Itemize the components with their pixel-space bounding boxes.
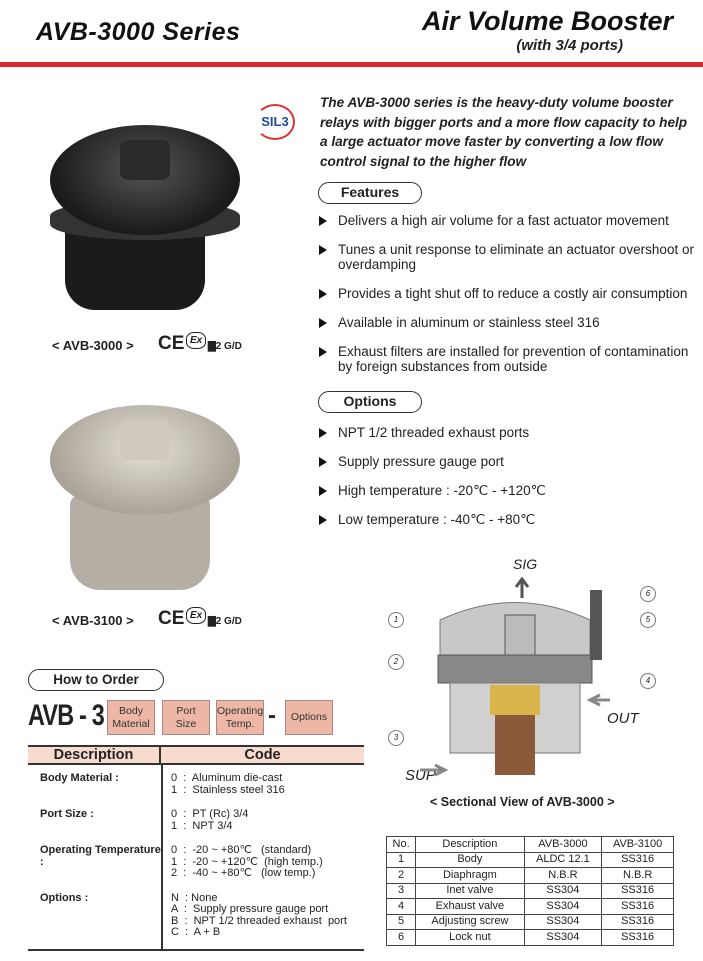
sectional-view-diagram	[410, 575, 620, 780]
parts-header-row	[387, 837, 674, 853]
parts-cell: SS316	[602, 930, 674, 946]
row-codes: N : None A : Supply pressure gauge port B : NPT 1/2 threaded exhaust port C : A + B	[171, 891, 347, 938]
option-item: Low temperature : -40℃ - +80℃	[318, 512, 698, 527]
header-description: Description	[28, 747, 161, 763]
parts-cell: Lock nut	[416, 930, 524, 946]
avb-3000-product-image	[45, 105, 245, 315]
feature-item: Provides a tight shut off to reduce a costly air consumption	[318, 286, 698, 301]
parts-cell: 2	[387, 868, 416, 884]
feature-item: Available in aluminum or stainless steel 316	[318, 315, 698, 330]
parts-cell: SS304	[524, 883, 602, 899]
callout-2: 2	[388, 654, 404, 670]
row-codes: 0 : PT (Rc) 3/4 1 : NPT 3/4	[171, 808, 249, 832]
ex-mark: Ex	[186, 332, 206, 349]
option-item: Supply pressure gauge port	[318, 454, 698, 469]
parts-cell: 6	[387, 930, 416, 946]
row-codes: 0 : Aluminum die-cast 1 : Stainless steel 316	[171, 772, 285, 796]
ce-mark: CE	[158, 333, 185, 354]
options-list	[318, 425, 698, 527]
code-dash: -	[268, 702, 276, 729]
parts-row	[387, 868, 674, 884]
row-label: Options :	[40, 891, 89, 904]
parts-cell: SS304	[524, 914, 602, 930]
order-row-options	[28, 893, 364, 939]
ex-mark: Ex	[186, 607, 206, 624]
row-label: Operating Temperature :	[40, 844, 161, 868]
atex-category-text: 2 G/D	[215, 616, 242, 627]
sig-label: SIG	[513, 556, 538, 572]
features-list	[318, 213, 698, 374]
order-row-body-material	[28, 773, 364, 796]
parts-cell: 5	[387, 914, 416, 930]
parts-cell: No.	[387, 837, 416, 853]
option-item: High temperature : -20℃ - +120℃	[318, 483, 698, 498]
features-heading: Features	[318, 182, 422, 204]
code-box-body-material: Body Material	[107, 700, 155, 735]
parts-cell: AVB-3100	[602, 837, 674, 853]
row-label: Body Material :	[40, 772, 119, 784]
parts-cell: Exhaust valve	[416, 899, 524, 915]
callout-5: 5	[640, 612, 656, 628]
parts-row	[387, 899, 674, 915]
avb-3100-product-image	[45, 385, 245, 595]
parts-cell: Body	[416, 852, 524, 868]
parts-row	[387, 914, 674, 930]
parts-cell: N.B.R	[524, 868, 602, 884]
parts-cell: SS316	[602, 914, 674, 930]
parts-cell: 1	[387, 852, 416, 868]
callout-4: 4	[640, 673, 656, 689]
parts-cell: SS316	[602, 883, 674, 899]
order-code-table	[28, 745, 364, 951]
parts-cell: 4	[387, 899, 416, 915]
page-subtitle: (with 3/4 ports)	[516, 37, 623, 54]
code-box-options: Options	[285, 700, 333, 735]
sectional-caption: < Sectional View of AVB-3000 >	[430, 795, 615, 809]
parts-cell: SS304	[524, 899, 602, 915]
callout-6: 6	[640, 586, 656, 602]
ce-mark: CE	[158, 608, 185, 629]
series-title: AVB-3000 Series	[36, 18, 241, 46]
page-title: Air Volume Booster	[421, 6, 673, 36]
feature-item: Delivers a high air volume for a fast actuator movement	[318, 213, 698, 228]
avb-3100-caption: < AVB-3100 >	[52, 613, 134, 628]
avb-3000-caption: < AVB-3000 >	[52, 338, 134, 353]
callout-1: 1	[388, 612, 404, 628]
model-prefix: AVB - 3	[28, 699, 105, 732]
option-item: NPT 1/2 threaded exhaust ports	[318, 425, 698, 440]
code-box-port-size: Port Size	[162, 700, 210, 735]
row-codes: 0 : -20 ~ +80℃ (standard) 1 : -20 ~ +120℃ (high temp.) 2 : -40 ~ +80℃ (low temp.)	[171, 844, 323, 879]
atex-category: ▇2 G/D	[208, 341, 242, 352]
out-label: OUT	[607, 710, 639, 727]
header-divider	[0, 62, 703, 67]
options-heading: Options	[318, 391, 422, 413]
atex-category: ▇2 G/D	[208, 616, 242, 627]
callout-3: 3	[388, 730, 404, 746]
parts-cell: SS316	[602, 852, 674, 868]
order-row-operating-temperature	[28, 845, 364, 880]
header-code: Code	[244, 747, 281, 763]
parts-cell: SS316	[602, 899, 674, 915]
parts-table	[386, 836, 674, 946]
parts-row	[387, 930, 674, 946]
parts-cell: N.B.R	[602, 868, 674, 884]
feature-item: Tunes a unit response to eliminate an actuator overshoot or overdamping	[318, 242, 698, 272]
sil3-badge: SIL3	[255, 104, 295, 140]
parts-cell: Adjusting screw	[416, 914, 524, 930]
parts-cell: Description	[416, 837, 524, 853]
parts-cell: SS304	[524, 930, 602, 946]
atex-category-text: 2 G/D	[215, 341, 242, 352]
parts-row	[387, 883, 674, 899]
parts-cell: Diaphragm	[416, 868, 524, 884]
order-row-port-size	[28, 809, 364, 832]
parts-cell: AVB-3000	[524, 837, 602, 853]
parts-cell: 3	[387, 883, 416, 899]
code-box-operating-temp: Operating Temp.	[216, 700, 264, 735]
how-to-order-heading: How to Order	[28, 669, 164, 691]
feature-item: Exhaust filters are installed for prevention of contamination by foreign substances from outside	[318, 344, 698, 374]
parts-row	[387, 852, 674, 868]
parts-cell: Inet valve	[416, 883, 524, 899]
intro-text: The AVB-3000 series is the heavy-duty volume booster relays with bigger ports and a more flow capacity to help a large actuator move faster by converting a low flow control signal to the higher flow	[320, 95, 688, 169]
parts-cell: ALDC 12.1	[524, 852, 602, 868]
row-label: Port Size :	[40, 808, 94, 820]
sup-label: SUP	[405, 767, 436, 784]
